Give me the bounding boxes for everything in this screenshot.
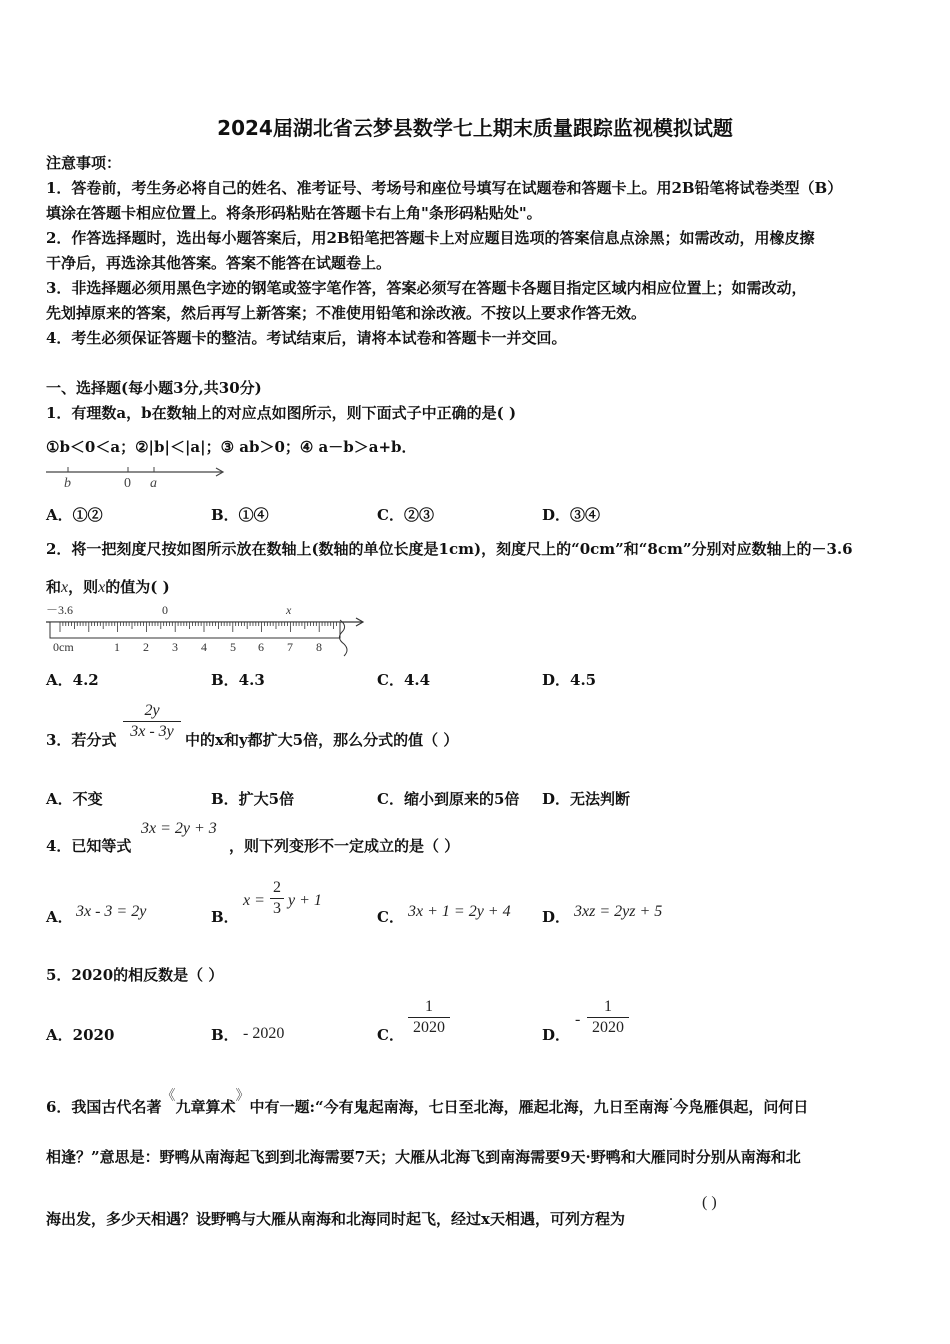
book-title-mark-right: 》 — [235, 1088, 250, 1104]
q2-text: 的值为( ) — [105, 578, 170, 596]
ruler-label-3: 3 — [172, 640, 178, 654]
q1-statements: ①b＜0＜a；②|b|＜|a|；③ ab＞0；④ a－b＞a+b． — [46, 438, 417, 456]
notice-line: 4．考生必须保证答题卡的整洁。考试结束后，请将本试卷和答题卡一并交回。 — [46, 329, 567, 347]
q5-d-numerator: 1 — [604, 998, 612, 1015]
q6-line1 — [46, 1088, 809, 1117]
q3-option-b: B．扩大5倍 — [211, 790, 295, 808]
q4-equation: 3x = 2y + 3 — [141, 820, 217, 837]
q4-option-a: 3x - 3 = 2y — [76, 903, 147, 920]
q4-option-b-lhs: x = — [243, 892, 265, 909]
ruler-label-2: 2 — [143, 640, 149, 654]
q4-option-d: 3xz = 2yz + 5 — [574, 903, 663, 920]
q3-denominator: 3x - 3y — [130, 723, 174, 740]
q2-var: x — [98, 579, 106, 596]
q5-c-denominator: 2020 — [413, 1019, 445, 1036]
ruler-label-5: 5 — [230, 640, 236, 654]
q1-option-b: B．①④ — [211, 506, 269, 524]
fraction-bar — [123, 721, 181, 722]
ruler-label-8: 8 — [316, 640, 322, 654]
q2-var: x — [61, 579, 69, 596]
section-heading: 一、选择题(每小题3分,共30分) — [46, 379, 262, 397]
label-a: a — [150, 476, 157, 490]
notice-line: 干净后，再选涂其他答案。答案不能答在试题卷上。 — [46, 254, 392, 272]
ruler-label-0cm: 0cm — [53, 640, 74, 654]
axis-label-x: x — [286, 603, 292, 617]
q2-option-c: C．4.4 — [377, 671, 431, 689]
notice-line: 填涂在答题卡相应位置上。将条形码粘贴在答题卡右上角"条形码粘贴处"。 — [46, 204, 542, 222]
q2-stem-line1: 2．将一把刻度尺按如图所示放在数轴上(数轴的单位长度是1cm)，刻度尺上的“0cm”和“8cm”分别对应数轴上的－3.6 — [46, 540, 853, 558]
q6-text: 中有一题:“今有鬼起南海，七日至北海，雁起北海，九日至南海 — [249, 1098, 669, 1116]
q6-book-title: 九章算术 — [175, 1098, 236, 1116]
q3-option-c: C．缩小到原来的5倍 — [377, 790, 520, 808]
ruler-label-6: 6 — [258, 640, 264, 654]
q4-b-numerator: 2 — [273, 879, 281, 896]
q4-suffix: ，则下列变形不一定成立的是（ ） — [229, 837, 460, 855]
book-title-mark-left: 《 — [161, 1088, 176, 1104]
fraction-bar — [270, 898, 284, 899]
q6-line3: 海出发，多少天相遇？设野鸭与大雁从南海和北海同时起飞，经过x天相遇，可列方程为 — [46, 1210, 625, 1228]
q1-option-a: A．①② — [46, 506, 103, 524]
q5-option-c-label: C． — [377, 1026, 404, 1044]
axis-label-0: 0 — [162, 603, 168, 617]
q4-prefix: 4．已知等式 — [46, 837, 132, 855]
q4-b-denominator: 3 — [273, 900, 281, 917]
notice-line: 2．作答选择题时，选出每小题答案后，用2B铅笔把答题卡上对应题目选项的答案信息点涂黑；如需改动，用橡皮擦 — [46, 229, 815, 247]
ruler-break — [339, 620, 347, 656]
q5-d-denominator: 2020 — [592, 1019, 624, 1036]
q3-option-a: A．不变 — [46, 790, 103, 808]
q1-number-line — [44, 462, 230, 490]
q2-option-d: D．4.5 — [542, 671, 597, 689]
fraction-bar — [408, 1017, 450, 1018]
fraction-bar — [587, 1017, 629, 1018]
q6-text: 今凫雁俱起，问何日 — [673, 1098, 809, 1116]
q1-option-c: C．②③ — [377, 506, 434, 524]
q4-option-c: 3x + 1 = 2y + 4 — [408, 903, 511, 920]
q5-option-a: A．2020 — [46, 1026, 115, 1044]
q3-numerator: 2y — [144, 702, 160, 719]
q5-option-b-label: B． — [211, 1026, 239, 1044]
q5-option-b: - 2020 — [243, 1025, 285, 1042]
q2-text: ，则 — [68, 578, 99, 596]
q2-text: 和 — [46, 578, 62, 596]
axis-label-neg3.6: －3.6 — [46, 603, 74, 617]
ruler-label-4: 4 — [201, 640, 207, 654]
q4-option-d-label: D． — [542, 908, 571, 926]
notice-line: 3．非选择题必须用黑色字迹的钢笔或签字笔作答，答案必须写在答题卡各题目指定区域内相应位置上；如需改动， — [46, 279, 807, 297]
notice-line: 先划掉原来的答案，然后再写上新答案；不准使用铅笔和涂改液。不按以上要求作答无效。 — [46, 304, 647, 322]
ruler-label-1: 1 — [114, 640, 120, 654]
q4-option-a-label: A． — [46, 908, 73, 926]
q3-option-d: D．无法判断 — [542, 790, 631, 808]
q4-option-b-fraction — [270, 879, 284, 918]
q3-prefix: 3．若分式 — [46, 731, 117, 749]
q4-option-b-label: B． — [211, 908, 239, 926]
q2-stem-line2 — [46, 576, 170, 597]
q5-option-d-label: D． — [542, 1026, 571, 1044]
notice-line: 1．答卷前，考生务必将自己的姓名、准考证号、考场号和座位号填写在试题卷和答题卡上。用2B铅笔将试卷类型（B） — [46, 179, 843, 197]
q1-option-d: D．③④ — [542, 506, 601, 524]
q5-stem: 5．2020的相反数是（ ） — [46, 966, 224, 984]
ruler-label-7: 7 — [287, 640, 293, 654]
q6-dot: · — [668, 1090, 674, 1108]
q5-c-numerator: 1 — [425, 998, 433, 1015]
q6-line2: 相逢？”意思是：野鸭从南海起飞到到北海需要7天；大雁从北海飞到南海需要9天·野鸭和大雁同时分别从南海和北 — [46, 1148, 801, 1166]
page-title: 2024届湖北省云梦县数学七上期末质量跟踪监视模拟试题 — [217, 116, 733, 140]
q3-suffix: 中的x和y都扩大5倍，那么分式的值（ ） — [185, 731, 459, 749]
q2-option-b: B．4.3 — [211, 671, 265, 689]
q2-option-a: A．4.2 — [46, 671, 99, 689]
label-0: 0 — [124, 476, 131, 490]
q5-option-d-sign: - — [575, 1011, 581, 1028]
q1-stem: 1．有理数a，b在数轴上的对应点如图所示，则下面式子中正确的是( ) — [46, 404, 517, 422]
q6-answer-paren: ( ) — [702, 1194, 717, 1211]
q6-text: 6．我国古代名著 — [46, 1098, 162, 1116]
q4-option-b-rhs: y + 1 — [288, 892, 322, 909]
q4-option-c-label: C． — [377, 908, 404, 926]
q5-option-d-fraction — [587, 998, 629, 1037]
q5-option-c-fraction — [408, 998, 450, 1037]
q3-fraction — [123, 702, 181, 741]
notice-heading: 注意事项： — [46, 154, 122, 172]
label-b: b — [64, 476, 71, 490]
q2-ruler-diagram — [44, 602, 366, 658]
